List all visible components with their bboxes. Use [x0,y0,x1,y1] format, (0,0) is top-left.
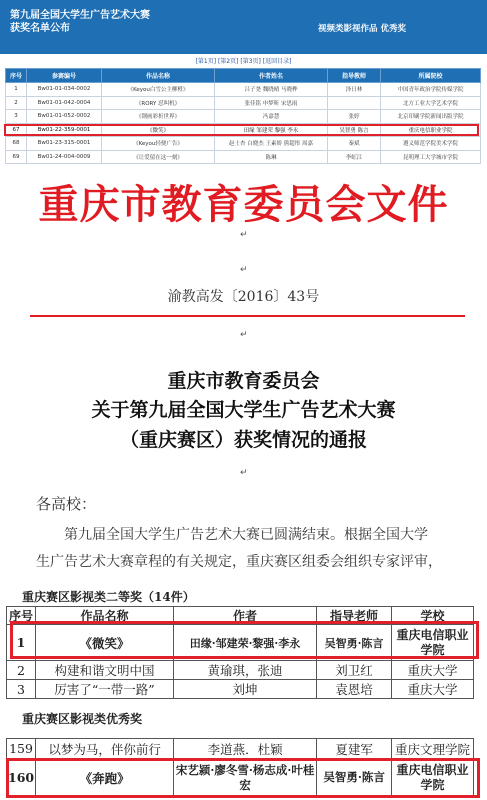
cell: 冯嘉慧 [215,110,328,124]
cell: 《微笑》 [102,123,215,137]
cell: Bw01-22-359-0001 [27,123,102,137]
table-row [6,83,481,97]
cell: 重庆电信职业学院 [392,759,474,797]
cell: 北方工业大学艺术学院 [381,96,481,110]
cell: 《让爱留在这一刻》 [102,150,215,164]
cell: 夏建军 [317,739,392,759]
cell: 宋艺颍·廖冬雪·杨志成·叶桂宏 [174,759,317,797]
cell: 《RORY 怼叫机》 [102,96,215,110]
pagination-links[interactable]: [第1页] [第2页] [第3页] [返回目录] [195,58,292,65]
document-heading-line1: 重庆市教育委员会 [167,370,320,392]
cell: 重庆大学 [392,661,474,680]
cell: 69 [6,150,27,164]
table-row [7,739,474,759]
cell: 67 [6,123,27,137]
cell: 重庆电信职业学院 [381,123,481,137]
column-header: 参赛编号 [27,69,102,83]
webpage-title-line2: 获奖名单公布 [10,23,70,34]
red-divider-line [30,315,465,317]
document-heading-line3: （重庆赛区）获奖情况的通报 [119,429,367,451]
table-row [6,150,481,164]
webpage-title [10,9,150,35]
document-number: 渝教高发〔2016〕43号 [167,289,320,305]
cell: Bw01-01-042-0004 [27,96,102,110]
document-red-header: 重庆市教育委员会文件 [38,181,449,228]
cell [328,96,381,110]
return-mark-icon: ↵ [240,230,248,240]
document-paragraph-line2: 生广告艺术大赛章程的有关规定，重庆赛区组委会组织专家评审， [36,554,442,570]
cell: 李道燕．杜颖 [174,739,317,759]
webpage-highlight-box [4,124,479,136]
section-title-second-prize: 重庆赛区影视类二等奖（14件） [22,590,195,604]
table-row [6,110,481,124]
cell: 3 [6,110,27,124]
webpage-award-table [5,68,481,164]
column-header: 作品名称 [36,607,174,625]
cell: 中国青年政治学院传媒学院 [381,83,481,97]
cell: 刘坤 [174,680,317,699]
cell: Bw01-23-315-0001 [27,137,102,151]
cell: 刘卫红 [317,661,392,680]
excellence-award-highlight-box [6,758,480,798]
table-row [7,680,474,699]
cell: Bw01-24-004-0009 [27,150,102,164]
cell: 厉害了“一带一路” [36,680,174,699]
cell: 吕子尧 魏晓晴 马晓桦 [215,83,328,97]
cell: 重庆大学 [392,680,474,699]
cell: 《Keyou白雪公主柳橙》 [102,83,215,97]
cell: 张婷 [328,110,381,124]
cell: 2 [7,661,36,680]
return-mark-icon: ↵ [240,330,248,340]
column-header: 序号 [7,607,36,625]
column-header: 指导老师 [317,607,392,625]
cell: 泽日林 [328,83,381,97]
table-row [7,661,474,680]
column-header: 指导教师 [328,69,381,83]
cell: 秦斌 [328,137,381,151]
column-header: 所属院校 [381,69,481,83]
cell: 黄瑜琪，张迪 [174,661,317,680]
cell: 吴智勇·陈言 [317,625,392,661]
document-heading-line2: 关于第九届全国大学生广告艺术大赛 [91,399,396,421]
cell: 1 [7,625,36,661]
cell: 张佳铭 申梦昕 宋思雨 [215,96,328,110]
cell: 赵士杏 白晓杰 王素娇 熊超彤 周嘉 [215,137,328,151]
table-row [6,96,481,110]
cell: 构建和谐文明中国 [36,661,174,680]
cell: 159 [7,739,36,759]
cell: Bw01-01-034-0002 [27,83,102,97]
cell: 《钢画彩折世界》 [102,110,215,124]
cell: 以梦为马，伴你前行 [36,739,174,759]
cell: 陈琳 [215,150,328,164]
cell: 1 [6,83,27,97]
webpage-header [0,0,487,54]
award-list-webpage [0,0,487,172]
cell: 重庆电信职业学院 [392,625,474,661]
cell: 吴智勇·陈言 [317,759,392,797]
document-salutation: 各高校： [36,495,97,513]
cell: 袁恩培 [317,680,392,699]
column-header: 作品名称 [102,69,215,83]
section-title-excellence-award: 重庆赛区影视类优秀奖 [22,712,143,726]
cell: 遵义师范学院美术学院 [381,137,481,151]
column-header: 作者 [174,607,317,625]
table-row [6,137,481,151]
return-mark-icon: ↵ [240,265,248,275]
cell: 2 [6,96,27,110]
cell: 李虹江 [328,150,381,164]
cell: 《奔跑》 [36,759,174,797]
cell: 北京印刷学院新闻出版学院 [381,110,481,124]
return-mark-icon: ↵ [240,468,248,478]
cell: 68 [6,137,27,151]
cell: Bw01-01-052-0002 [27,110,102,124]
table-header-row [6,69,481,83]
cell: 田缘·邹建荣·黎强·李永 [174,625,317,661]
second-prize-highlight-box [10,621,479,659]
column-header: 学校 [392,607,474,625]
cell: 重庆文理学院 [392,739,474,759]
column-header: 作者姓名 [215,69,328,83]
cell: 160 [7,759,36,797]
cell: 吴智勇 陈言 [328,123,381,137]
cell: 《微笑》 [36,625,174,661]
cell: 《Keyou轻便广告》 [102,137,215,151]
webpage-title-line1: 第九届全国大学生广告艺术大赛 [10,10,150,21]
cell: 昆明理工大学城市学院 [381,150,481,164]
award-category-label: 视频类影视作品 优秀奖 [318,24,406,34]
column-header: 序号 [6,69,27,83]
cell: 田缘 邹建荣 黎强 李永 [215,123,328,137]
document-paragraph-line1: 第九届全国大学生广告艺术大赛已圆满结束。根据全国大学 [64,527,428,543]
cell: 3 [7,680,36,699]
